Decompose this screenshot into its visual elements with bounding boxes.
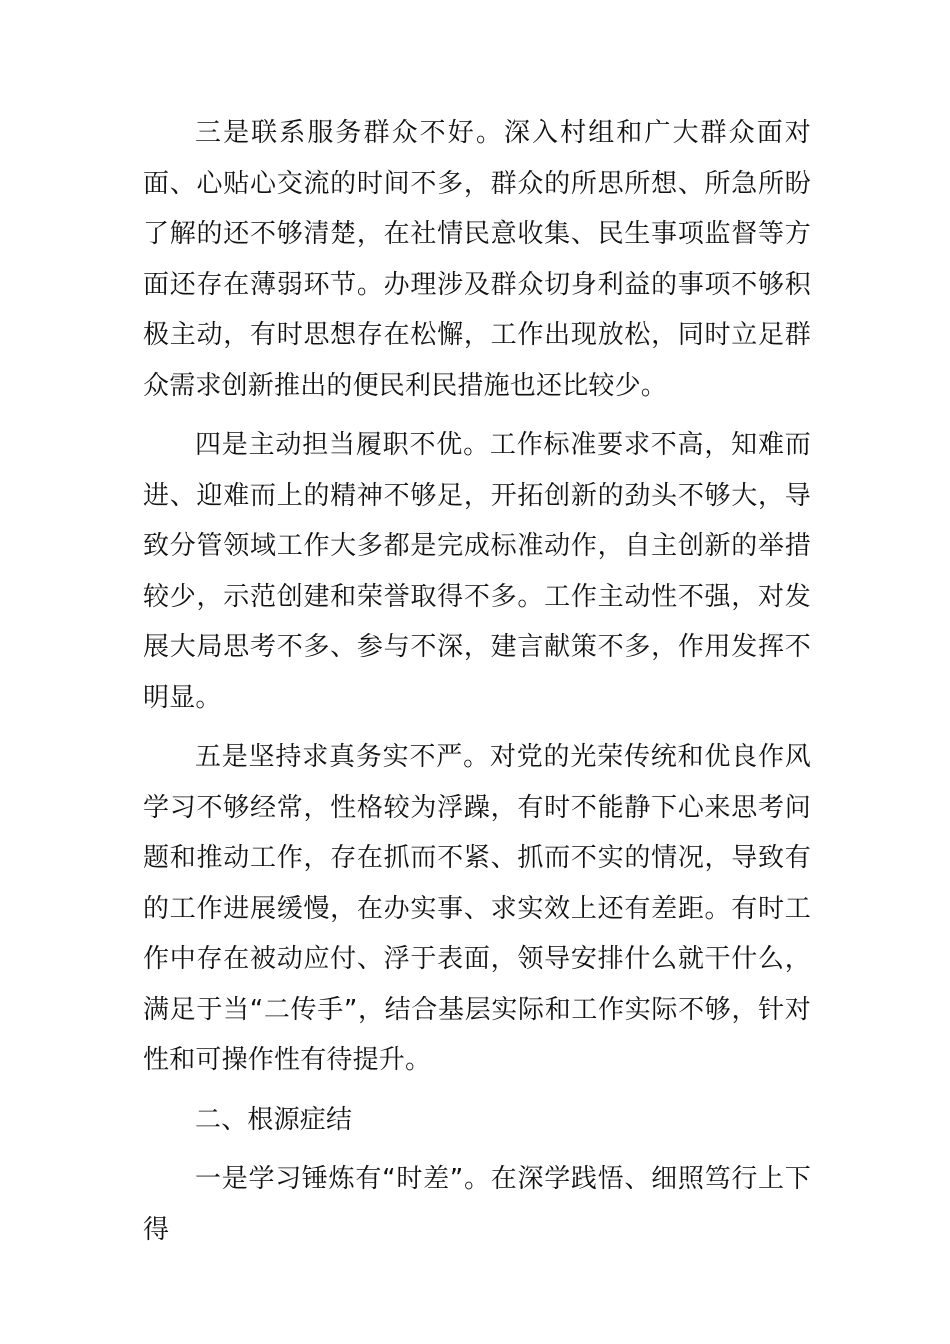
paragraph-practical-work: 五是坚持求真务实不严。对党的光荣传统和优良作风学习不够经常，性格较为浮躁，有时不能静下心来思考问题和推动工作，存在抓而不紧、抓而不实的情况，导致有的工作进展缓慢，在办实事、求实效上还有差距。有时工作中存在被动应付、浮于表面，领导安排什么就干什么，满足于当“二传手”，结合基层实际和工作实际不够，针对性和可操作性有待提升。: [143, 742, 811, 1075]
document-body: [143, 108, 811, 1255]
paragraph-contact-masses: 三是联系服务群众不好。深入村组和广大群众面对面、心贴心交流的时间不多，群众的所思所想、所急所盼了解的还不够清楚，在社情民意收集、民生事项监督等方面还存在薄弱环节。办理涉及群众切身利益的事项不够积极主动，有时思想存在松懈，工作出现放松，同时立足群众需求创新推出的便民利民措施也还比较少。: [143, 118, 811, 401]
paragraph-responsibility: 四是主动担当履职不优。工作标准要求不高，知难而进、迎难而上的精神不够足，开拓创新的劲头不够大，导致分管领域工作大多都是完成标准动作，自主创新的举措较少，示范创建和荣誉取得不多。工作主动性不强，对发展大局思考不多、参与不深，建言献策不多，作用发挥不明显。: [143, 430, 811, 713]
section-heading: 二、根源症结: [195, 1104, 353, 1135]
paragraph-learning: 一是学习锤炼有“时差”。在深学践悟、细照笃行上下得: [143, 1164, 811, 1245]
